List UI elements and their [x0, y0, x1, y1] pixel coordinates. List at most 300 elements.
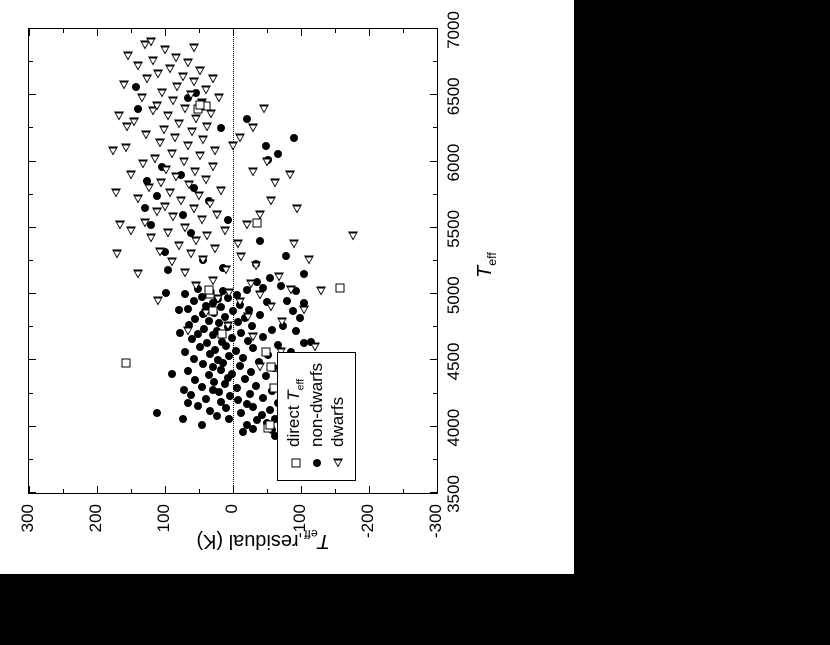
data-point [198, 421, 206, 429]
data-point [200, 325, 208, 333]
data-point [115, 221, 125, 230]
data-point [348, 231, 358, 240]
legend-label-nondwarfs: non-dwarfs [306, 362, 326, 447]
data-point [205, 317, 213, 325]
x-tick-label: 5500 [444, 209, 463, 248]
data-point [235, 298, 245, 307]
data-point [277, 282, 285, 290]
x-tick [29, 161, 36, 162]
data-point [262, 142, 270, 150]
data-point [153, 192, 161, 200]
data-point [121, 144, 131, 153]
data-point [247, 368, 255, 376]
data-point [190, 297, 198, 305]
x-minor-tick [433, 61, 437, 62]
legend-item-dwarfs [327, 363, 348, 472]
x-tick [29, 359, 36, 360]
data-point [153, 70, 163, 79]
data-point [249, 425, 257, 433]
y-minor-tick [403, 489, 404, 493]
data-point [191, 237, 201, 246]
y-axis-title-sub: eff [304, 527, 318, 541]
data-point [246, 279, 256, 288]
data-point [220, 226, 230, 235]
data-point [181, 290, 189, 298]
y-tick [437, 29, 438, 36]
data-point [164, 266, 172, 274]
x-minor-tick [29, 326, 33, 327]
data-point [186, 250, 196, 259]
data-point [121, 359, 130, 368]
data-point [161, 165, 171, 174]
data-point [140, 218, 150, 227]
y-axis-title-symbol: T [317, 530, 330, 552]
data-point [197, 215, 207, 224]
y-tick-label: -300 [426, 504, 445, 539]
x-axis-title [474, 252, 499, 278]
data-point [202, 395, 210, 403]
x-minor-tick [433, 260, 437, 261]
data-point [304, 255, 314, 264]
data-point [190, 168, 200, 177]
data-point [289, 307, 297, 315]
legend-label-dwarfs: dwarfs [327, 396, 347, 447]
data-point [122, 123, 132, 132]
data-point [248, 332, 258, 341]
data-point [137, 93, 147, 102]
data-point [160, 46, 170, 55]
y-tick-label: 0 [222, 504, 241, 514]
filled-circle-icon [310, 454, 324, 472]
data-point [156, 178, 166, 187]
x-tick [430, 426, 437, 427]
data-point [198, 255, 208, 264]
data-point [133, 194, 143, 203]
data-point [176, 197, 186, 206]
data-point [336, 283, 345, 292]
data-point [259, 394, 267, 402]
data-point [232, 347, 240, 355]
data-point [210, 245, 220, 254]
data-point [255, 291, 265, 300]
data-point [208, 276, 218, 285]
data-point [126, 170, 136, 179]
data-point [178, 72, 188, 81]
data-point [146, 38, 156, 47]
open-square-icon [289, 454, 303, 472]
data-point [155, 139, 165, 148]
data-point [191, 115, 201, 124]
y-tick [165, 486, 166, 493]
data-point [233, 239, 243, 248]
data-point [249, 345, 257, 353]
data-point [292, 205, 302, 214]
data-point [189, 43, 199, 52]
y-minor-tick [131, 29, 132, 33]
data-point [234, 396, 242, 404]
data-point [262, 157, 272, 166]
data-point [175, 306, 183, 314]
data-point [168, 213, 178, 222]
data-point [277, 317, 287, 326]
data-point [171, 54, 181, 63]
data-point [239, 354, 247, 362]
data-point [202, 123, 212, 132]
data-point [259, 333, 267, 341]
data-point [228, 141, 238, 150]
data-point [184, 399, 192, 407]
y-minor-tick [335, 489, 336, 493]
open-triangle-icon [331, 454, 345, 472]
data-point [292, 327, 300, 335]
data-point [202, 231, 212, 240]
data-point [183, 327, 193, 336]
data-point [285, 170, 295, 179]
data-point [274, 272, 284, 281]
data-point [167, 258, 177, 267]
data-point [183, 141, 193, 150]
data-point [180, 104, 190, 113]
data-point [217, 124, 225, 132]
data-point [205, 371, 213, 379]
data-point [237, 329, 245, 337]
data-point [153, 296, 163, 305]
data-point [170, 133, 180, 142]
data-point [218, 338, 226, 346]
x-tick [29, 492, 36, 493]
data-point [189, 205, 199, 214]
data-point [266, 406, 274, 414]
data-point [199, 360, 207, 368]
data-point [208, 307, 217, 316]
data-point [184, 367, 192, 375]
data-point [187, 128, 197, 137]
data-point [243, 115, 251, 123]
data-point [248, 124, 258, 133]
x-tick-label: 4500 [444, 342, 463, 381]
data-point [248, 168, 258, 177]
data-point [256, 237, 264, 245]
y-minor-tick [199, 489, 200, 493]
data-point [162, 289, 170, 297]
y-tick-label: 300 [18, 504, 37, 533]
data-point [224, 216, 232, 224]
data-point [241, 375, 249, 383]
data-point [168, 96, 178, 105]
x-tick [29, 293, 36, 294]
data-point [283, 297, 291, 305]
data-point [172, 83, 182, 92]
x-minor-tick [29, 61, 33, 62]
y-axis-title-rest: residual (K) [196, 530, 305, 552]
data-point [179, 157, 189, 166]
x-axis-title-sub: eff [485, 252, 499, 266]
data-point [171, 173, 181, 182]
data-point [163, 229, 173, 238]
y-tick-label: 200 [86, 504, 105, 533]
legend-item-nondwarfs [306, 363, 327, 472]
data-point [141, 131, 151, 140]
data-point [221, 266, 231, 275]
data-point [252, 382, 260, 390]
data-point [159, 125, 169, 134]
data-point [184, 305, 192, 313]
data-point [119, 80, 129, 89]
y-tick-label: -100 [290, 504, 309, 539]
data-point [198, 383, 206, 391]
x-tick [29, 28, 36, 29]
data-point [180, 386, 188, 394]
y-minor-tick [335, 29, 336, 33]
data-point [204, 286, 213, 295]
data-point [174, 120, 184, 129]
data-point [236, 362, 244, 370]
data-point [243, 421, 251, 429]
data-point [165, 189, 175, 198]
y-tick-label: 100 [154, 504, 173, 533]
data-point [236, 253, 246, 262]
data-point [228, 334, 236, 342]
data-point [174, 242, 184, 251]
data-point [198, 136, 208, 145]
y-minor-tick [199, 29, 200, 33]
data-point [242, 221, 252, 230]
data-point [142, 75, 152, 84]
data-point [243, 400, 251, 408]
y-tick [369, 29, 370, 36]
y-minor-tick [267, 29, 268, 33]
data-point [225, 415, 233, 423]
data-point [184, 181, 194, 190]
data-point [167, 149, 177, 158]
x-tick [430, 161, 437, 162]
data-point [201, 176, 211, 185]
data-point [213, 295, 223, 304]
data-point [266, 303, 276, 312]
y-tick [165, 29, 166, 36]
data-point [165, 64, 175, 73]
zero-reference-line [233, 29, 234, 493]
data-point [201, 85, 211, 94]
y-minor-tick [403, 29, 404, 33]
data-point [235, 133, 245, 142]
data-point [253, 218, 262, 227]
data-point [228, 370, 236, 378]
legend-label-direct: direct $T_{eff}$ [284, 378, 307, 447]
data-point [163, 112, 173, 121]
data-point [152, 101, 162, 110]
data-point [208, 75, 218, 84]
data-point [148, 56, 158, 65]
data-point [217, 303, 225, 311]
data-point [157, 88, 167, 97]
x-minor-tick [29, 393, 33, 394]
data-point [268, 326, 276, 334]
data-point [195, 152, 205, 161]
y-tick [233, 486, 234, 493]
legend [277, 352, 356, 481]
legend-item-direct [285, 363, 306, 472]
data-point [282, 252, 290, 260]
y-minor-tick [267, 489, 268, 493]
x-tick [29, 426, 36, 427]
data-point [299, 306, 309, 315]
data-point [168, 370, 176, 378]
data-point [108, 146, 118, 155]
data-point [266, 274, 274, 282]
x-tick [430, 293, 437, 294]
y-tick [369, 486, 370, 493]
data-point [187, 391, 195, 399]
data-point [261, 348, 270, 357]
data-point [205, 200, 215, 209]
data-point [179, 211, 187, 219]
data-point [194, 402, 202, 410]
data-point [226, 392, 234, 400]
x-minor-tick [29, 459, 33, 460]
y-tick [97, 486, 98, 493]
data-point [123, 51, 133, 60]
data-point [180, 223, 190, 232]
x-tick [29, 227, 36, 228]
x-tick-label: 6500 [444, 77, 463, 116]
data-point [229, 307, 237, 315]
data-point [126, 226, 136, 235]
data-point [191, 282, 201, 291]
data-point [290, 134, 298, 142]
data-point [243, 312, 253, 321]
data-point [256, 311, 264, 319]
data-point [153, 409, 161, 417]
data-point [218, 329, 227, 338]
y-minor-tick [63, 29, 64, 33]
data-point [267, 363, 276, 372]
data-point [265, 421, 274, 430]
y-minor-tick [63, 489, 64, 493]
data-point [191, 376, 199, 384]
x-axis-title-symbol: T [474, 265, 496, 278]
data-point [259, 104, 269, 113]
data-point [134, 105, 142, 113]
data-point [160, 202, 170, 211]
x-minor-tick [433, 459, 437, 460]
data-point [180, 268, 190, 277]
data-point [210, 146, 220, 155]
x-tick [430, 28, 437, 29]
data-point [270, 178, 280, 187]
data-point [194, 192, 204, 201]
data-point [211, 346, 219, 354]
x-tick-label: 6000 [444, 143, 463, 182]
y-tick [97, 29, 98, 36]
y-tick [301, 486, 302, 493]
data-point [214, 93, 224, 102]
data-point [144, 184, 154, 193]
data-point [206, 109, 216, 118]
data-point [179, 415, 187, 423]
data-point [300, 270, 308, 278]
y-tick [437, 486, 438, 493]
x-minor-tick [433, 127, 437, 128]
data-point [183, 59, 193, 68]
data-point [212, 210, 222, 219]
data-point [222, 404, 230, 412]
data-point [213, 412, 221, 420]
data-point [289, 239, 299, 248]
data-point [258, 411, 266, 419]
data-point [150, 154, 160, 163]
data-point [251, 262, 261, 271]
data-point [146, 234, 156, 243]
data-point [262, 372, 270, 380]
x-minor-tick [29, 194, 33, 195]
x-tick [430, 359, 437, 360]
data-point [190, 355, 198, 363]
data-point [233, 384, 241, 392]
data-point [224, 288, 234, 297]
data-point [191, 315, 199, 323]
data-point [237, 409, 245, 417]
data-point [133, 270, 143, 279]
data-point [209, 363, 217, 371]
data-point [189, 78, 199, 87]
data-point [217, 398, 225, 406]
x-tick [430, 227, 437, 228]
data-point [246, 390, 254, 398]
data-point [296, 314, 304, 322]
data-point [210, 378, 218, 386]
x-tick [29, 94, 36, 95]
data-point [208, 162, 218, 171]
data-point [155, 247, 165, 256]
data-point [248, 322, 256, 330]
data-point [181, 348, 189, 356]
x-tick-label: 5000 [444, 276, 463, 315]
y-tick [301, 29, 302, 36]
plot-area [28, 28, 438, 494]
x-tick-label: 3500 [444, 475, 463, 513]
data-point [114, 112, 124, 121]
x-minor-tick [29, 260, 33, 261]
y-tick [29, 29, 30, 36]
data-point [266, 197, 276, 206]
data-point [255, 363, 265, 372]
x-tick-label: 7000 [444, 11, 463, 49]
data-point [221, 313, 229, 321]
data-point [310, 343, 320, 352]
data-point [195, 67, 205, 76]
data-point [133, 62, 143, 71]
data-point [186, 91, 196, 100]
x-minor-tick [433, 393, 437, 394]
x-minor-tick [433, 326, 437, 327]
x-tick-label: 4000 [444, 408, 463, 447]
data-point [209, 386, 217, 394]
data-point [141, 204, 149, 212]
x-minor-tick [433, 194, 437, 195]
data-point [316, 287, 326, 296]
x-minor-tick [29, 127, 33, 128]
data-point [112, 250, 122, 259]
x-tick [430, 94, 437, 95]
data-point [138, 160, 148, 169]
data-point [132, 83, 140, 91]
x-tick [430, 492, 437, 493]
data-point [203, 339, 211, 347]
data-point [214, 356, 222, 364]
y-tick-label: -200 [358, 504, 377, 539]
y-minor-tick [131, 489, 132, 493]
